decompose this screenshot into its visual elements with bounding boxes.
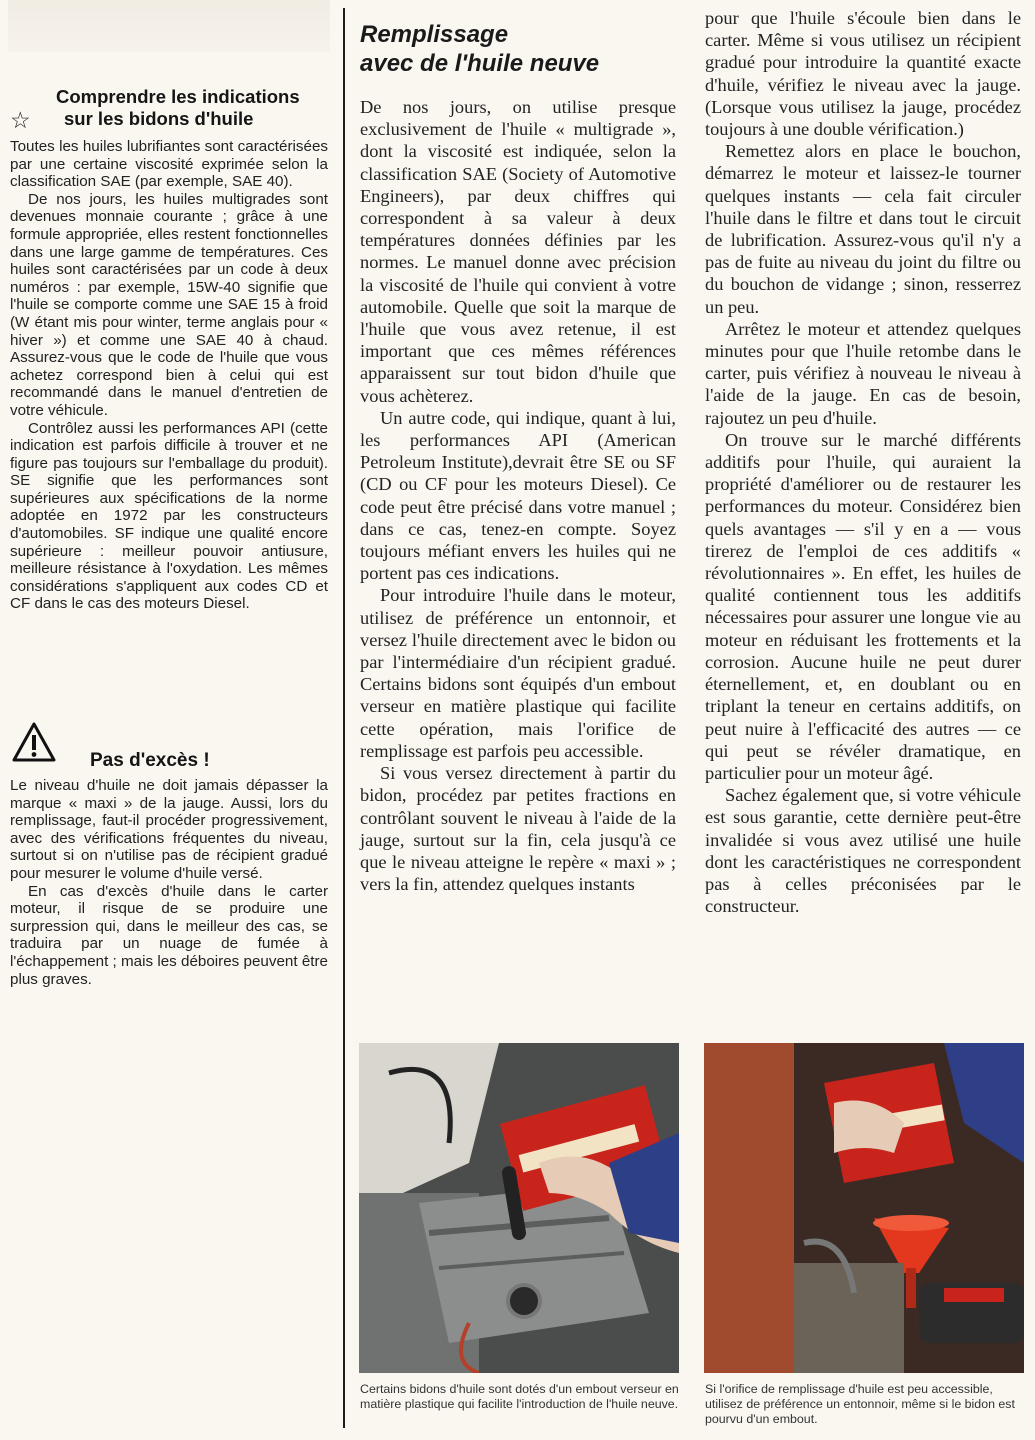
article-paragraph: Arrêtez le moteur et attendez quelques minutes pour que l'huile retombe dans le carter, puis vérifiez à nouveau le niveau à l'aide de la jauge. En cas de besoin, rajoutez un peu d'huile. [705, 318, 1021, 428]
faded-banner [8, 0, 330, 52]
article-paragraph: Remettez alors en place le bouchon, démarrez le moteur et laissez-le tourner quelques instants — cela fait circuler l'huile dans le filtre et dans tout le circuit de lubrification. Assurez-vous qu'il n'y a pas de fuite au niveau du joint du filtre ou du bouchon de vidange ; sinon, resserrez un peu. [705, 141, 1021, 317]
article-title-line1: Remplissage [360, 21, 509, 48]
column-divider [343, 8, 345, 1428]
photo-illustration [359, 1043, 679, 1373]
article-paragraph: Sachez également que, si votre véhicule est sous garantie, cette dernière peut-être invalidée si vous avez utilisé une huile dont les caractéristiques ne correspondent pas à celles préconisées par le constructeur. [705, 785, 1021, 917]
warning-triangle-icon [12, 722, 56, 762]
box2-paragraph: En cas d'excès d'huile dans le carter moteur, il risque de se produire une surpression qui, dans le meilleur des cas, se traduira par un nuage de fumée à l'échappement ; mais les déboires peuvent être plus graves. [10, 882, 328, 988]
sidebar-column [8, 0, 330, 1440]
box2-text [10, 777, 328, 988]
article-paragraph: Si vous versez directement à partir du bidon, procédez par petites fractions en contrôlant souvent le niveau à l'aide de la jauge, surtout sur la fin, cela jusqu'à ce que le niveau atteigne le repère « maxi » ; vers la fin, attendez quelques instants [360, 763, 676, 895]
box1-paragraph: De nos jours, les huiles multigrades sont devenues monnaie courante ; grâce à une formule appropriée, elles restent fonctionnelles dans une large gamme de températures. Ces huiles sont caractérisées par un code à deux numéros : par exemple, 15W-40 signifie que l'huile se comporte comme une SAE 15 à froid (W étant mis pour winter, terme anglais pour « hiver ») et comme une SAE 40 à chaud. Assurez-vous que le code de l'huile que vous achetez correspond bien à celui qui est recommandé dans le manuel d'entretien de votre véhicule. [10, 190, 328, 419]
box1-text [10, 138, 328, 613]
engine-oil-can-photo [359, 1043, 679, 1373]
article-paragraph: pour que l'huile s'écoule bien dans le carter. Même si vous utilisez un récipient gradué pour introduire la quantité exacte d'huile, vérifiez le niveau avec la jauge. (Lorsque vous utilisez la jauge, procédez toujours à une double vérification.) [705, 8, 1021, 140]
box1-title-line1: Comprendre les indications [56, 86, 300, 107]
article-title-line2: avec de l'huile neuve [360, 50, 600, 77]
box1-title [56, 86, 334, 130]
article-paragraph: On trouve sur le marché différents additifs pour l'huile, qui auraient la propriété d'améliorer ou de restaurer les performances du moteur. Considérez bien quels avantages — s'il y en a — vous tirerez de l'emploi de ces additifs « révolutionnaires ». En effet, les huiles de qualité contiennent tous les additifs nécessaires pour assurer une longue vie au moteur en réduisant les frottements et la corrosion. Aucune huile ne peut durer éternellement, et, en doublant ou en triplant la teneur en certains additifs, on peut nuire à l'efficacité des autres — ce qui peut se révéler dramatique, en particulier pour un moteur âgé. [705, 429, 1021, 783]
photo1-caption: Certains bidons d'huile sont dotés d'un embout verseur en matière plastique qui facilite l'introduction de l'huile neuve. [360, 1382, 679, 1411]
article-paragraph: De nos jours, on utilise presque exclusivement de l'huile « multigrade », dont la viscosité est indiquée, selon la classification SAE (Society of Automotive Engineers), par deux chiffres qui correspondent à sa valeur à deux températures données définies par les normes. Le manuel donne avec précision la viscosité de l'huile qui convient à votre automobile. Quelle que soit la marque de l'huile que vous avez retenue, il est important que ces mêmes références apparaissent sur tout bidon d'huile que vous achèterez. [360, 97, 676, 406]
article-paragraph: Un autre code, qui indique, quant à lui, les performances API (American Petroleum Institute),devrait être SE ou SF (CD ou CF pour les moteurs Diesel). Ce code peut être précisé dans votre manuel ; dans ce cas, tenez-en compte. Soyez toujours méfiant envers les huiles qui ne portent pas ces indications. [360, 407, 676, 584]
star-icon: ☆ [10, 108, 31, 133]
article-paragraph: Pour introduire l'huile dans le moteur, utilisez de préférence un entonnoir, et versez l'huile directement avec le bidon ou par l'intermédiaire d'un récipient gradué. Certains bidons sont équipés d'un embout verseur en matière plastique qui facilite cette opération, mais l'orifice de remplissage est parfois peu accessible. [360, 585, 676, 761]
article-column-2 [705, 7, 1021, 917]
photo2-caption: Si l'orifice de remplissage d'huile est peu accessible, utilisez de préférence un entonnoir, même si le bidon est pourvu d'un embout. [705, 1382, 1015, 1426]
box2-paragraph: Le niveau d'huile ne doit jamais dépasser la marque « maxi » de la jauge. Aussi, lors du remplissage, faut-il procéder progressivement, avec des vérifications fréquentes du niveau, surtout si on n'utilise pas de récipient gradué pour mesurer le volume d'huile versé. [10, 777, 328, 882]
box1-paragraph: Contrôlez aussi les performances API (cette indication est parfois difficile à trouver et ne figure pas toujours sur l'emballage du produit). SE signifie que les performances sont supérieures aux spécifications de la norme adoptée en 1972 par les constructeurs d'automobiles. SF indique une qualité encore supérieure : meilleur pouvoir antiusure, meilleure résistance à l'oxydation. Les mêmes considérations s'appliquent aux codes CD et CF dans le cas des moteurs Diesel. [10, 419, 328, 613]
box1-title-line2: sur les bidons d'huile [64, 108, 254, 129]
article-title [360, 20, 690, 78]
photo-illustration [704, 1043, 1024, 1373]
box1-paragraph: Toutes les huiles lubrifiantes sont caractérisées par une certaine viscosité exprimée selon la classification SAE (par exemple, SAE 40). [10, 138, 328, 191]
article-column-1 [360, 96, 676, 895]
box2-title: Pas d'excès ! [90, 750, 210, 771]
funnel-photo [704, 1043, 1024, 1373]
